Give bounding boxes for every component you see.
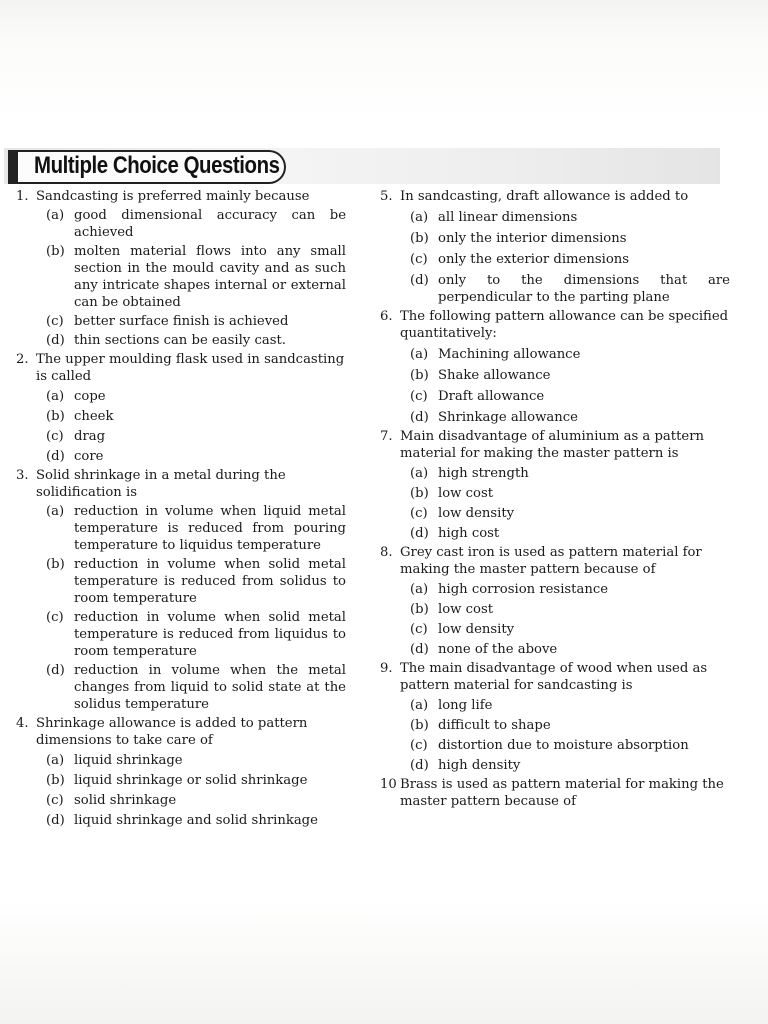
option-a — [46, 503, 346, 554]
option-key: (a) — [410, 210, 429, 225]
option-key: (a) — [46, 208, 65, 223]
question-text: The upper moulding flask used in sandcasting is called — [36, 352, 345, 384]
option-text: reduction in volume when solid metal temperature is reduced from liquidus to room temperature — [74, 610, 346, 659]
option-b — [410, 485, 730, 502]
question-number: 5. — [380, 189, 393, 204]
option-key: (c) — [410, 506, 428, 521]
option-c — [46, 428, 346, 445]
question-text: Grey cast iron is used as pattern material for making the master pattern because of — [400, 545, 702, 577]
question-stem — [380, 544, 730, 578]
option-text: high density — [438, 758, 521, 773]
option-text: better surface finish is achieved — [74, 314, 289, 329]
option-key: (a) — [410, 466, 429, 481]
option-d — [46, 448, 346, 465]
option-key: (b) — [410, 368, 429, 383]
option-key: (b) — [410, 486, 429, 501]
question-text: The following pattern allowance can be specified quantitatively: — [400, 309, 729, 341]
option-key: (b) — [46, 773, 65, 788]
option-d — [46, 812, 346, 829]
question-number: 8. — [380, 545, 393, 560]
option-text: good dimensional accuracy can be achieved — [74, 208, 346, 240]
option-text: high strength — [438, 466, 529, 481]
option-d — [410, 641, 730, 658]
option-c — [410, 621, 730, 638]
option-text: Draft allowance — [438, 389, 545, 404]
question-2 — [16, 351, 346, 465]
option-text: only the exterior dimensions — [438, 252, 630, 267]
question-number: 1. — [16, 189, 29, 204]
option-key: (c) — [46, 610, 64, 625]
option-text: difficult to shape — [438, 718, 551, 733]
option-text: reduction in volume when liquid metal temperature is reduced from pouring temperature to liquidus temperature — [74, 504, 346, 553]
option-text: solid shrinkage — [74, 793, 177, 808]
question-stem — [16, 715, 346, 749]
option-text: reduction in volume when solid metal temperature is reduced from solidus to room temperature — [74, 557, 346, 606]
option-d — [46, 662, 346, 713]
option-key: (c) — [410, 389, 428, 404]
option-a — [46, 388, 346, 405]
option-key: (d) — [46, 813, 65, 828]
option-a — [410, 465, 730, 482]
option-key: (b) — [410, 231, 429, 246]
option-b — [46, 556, 346, 607]
option-text: liquid shrinkage or solid shrinkage — [74, 773, 308, 788]
option-key: (c) — [46, 793, 64, 808]
question-text: Main disadvantage of aluminium as a pattern material for making the master pattern is — [400, 429, 704, 461]
option-d — [410, 409, 730, 426]
option-text: cope — [74, 389, 106, 404]
option-a — [46, 207, 346, 241]
question-4 — [16, 715, 346, 829]
option-d — [410, 272, 730, 306]
question-3 — [16, 467, 346, 713]
option-key: (d) — [410, 526, 429, 541]
option-text: low cost — [438, 486, 494, 501]
question-number: 2. — [16, 352, 29, 367]
option-b — [46, 408, 346, 425]
option-key: (a) — [410, 582, 429, 597]
option-key: (b) — [46, 557, 65, 572]
question-number: 10 — [380, 777, 397, 792]
option-text: long life — [438, 698, 493, 713]
option-b — [410, 601, 730, 618]
question-number: 6. — [380, 309, 393, 324]
question-text: Brass is used as pattern material for making the master pattern because of — [400, 777, 724, 809]
option-c — [410, 251, 730, 268]
option-text: low density — [438, 622, 515, 637]
right-column — [380, 188, 730, 810]
option-text: high corrosion resistance — [438, 582, 609, 597]
option-key: (a) — [46, 389, 65, 404]
option-b — [410, 367, 730, 384]
question-1 — [16, 188, 346, 349]
option-b — [410, 717, 730, 734]
option-text: all linear dimensions — [438, 210, 578, 225]
option-key: (d) — [410, 273, 429, 288]
option-key: (a) — [410, 698, 429, 713]
option-key: (c) — [46, 429, 64, 444]
option-a — [46, 752, 346, 769]
option-key: (d) — [46, 449, 65, 464]
option-text: thin sections can be easily cast. — [74, 333, 286, 348]
option-key: (d) — [46, 333, 65, 348]
question-7 — [380, 428, 730, 542]
option-text: only the interior dimensions — [438, 231, 627, 246]
option-key: (c) — [410, 622, 428, 637]
option-text: low density — [438, 506, 515, 521]
question-8 — [380, 544, 730, 658]
option-text: molten material flows into any small section in the mould cavity and as such any intricate shapes internal or external can be obtained — [74, 244, 346, 310]
question-number: 7. — [380, 429, 393, 444]
option-c — [410, 505, 730, 522]
option-key: (a) — [46, 504, 65, 519]
option-text: low cost — [438, 602, 494, 617]
option-key: (c) — [410, 252, 428, 267]
option-text: liquid shrinkage — [74, 753, 183, 768]
section-title: Multiple Choice Questions — [34, 152, 280, 179]
option-c — [410, 388, 730, 405]
question-text: The main disadvantage of wood when used as pattern material for sandcasting is — [400, 661, 708, 693]
option-key: (d) — [410, 758, 429, 773]
option-c — [410, 737, 730, 754]
option-key: (c) — [410, 738, 428, 753]
question-stem — [380, 660, 730, 694]
option-c — [46, 609, 346, 660]
option-text: core — [74, 449, 104, 464]
option-text: cheek — [74, 409, 114, 424]
question-text: Solid shrinkage in a metal during the solidification is — [36, 468, 286, 500]
option-text: reduction in volume when the metal changes from liquid to solid state at the solidus temperature — [74, 663, 346, 712]
option-key: (d) — [46, 663, 65, 678]
option-key: (b) — [410, 602, 429, 617]
question-stem — [16, 188, 346, 205]
option-key: (a) — [410, 347, 429, 362]
option-key: (a) — [46, 753, 65, 768]
option-key: (b) — [46, 244, 65, 259]
option-c — [46, 313, 346, 330]
option-text: Shrinkage allowance — [438, 410, 578, 425]
option-b — [410, 230, 730, 247]
option-key: (b) — [46, 409, 65, 424]
question-stem — [380, 308, 730, 342]
option-text: Shake allowance — [438, 368, 551, 383]
option-key: (d) — [410, 642, 429, 657]
option-d — [410, 525, 730, 542]
option-key: (c) — [46, 314, 64, 329]
question-number: 9. — [380, 661, 393, 676]
option-text: high cost — [438, 526, 500, 541]
question-text: Sandcasting is preferred mainly because — [36, 189, 310, 204]
option-key: (d) — [410, 410, 429, 425]
option-key: (b) — [410, 718, 429, 733]
question-stem — [16, 467, 346, 501]
option-a — [410, 581, 730, 598]
question-text: In sandcasting, draft allowance is added to — [400, 189, 689, 204]
option-b — [46, 772, 346, 789]
option-a — [410, 697, 730, 714]
question-5 — [380, 188, 730, 306]
question-text: Shrinkage allowance is added to pattern dimensions to take care of — [36, 716, 308, 748]
question-number: 3. — [16, 468, 29, 483]
left-column — [16, 188, 346, 829]
option-c — [46, 792, 346, 809]
question-stem — [380, 428, 730, 462]
option-b — [46, 243, 346, 311]
question-10 — [380, 776, 730, 810]
option-a — [410, 209, 730, 226]
question-stem — [380, 188, 730, 205]
option-text: drag — [74, 429, 106, 444]
option-text: only to the dimensions that are perpendicular to the parting plane — [438, 273, 730, 305]
option-text: liquid shrinkage and solid shrinkage — [74, 813, 318, 828]
option-d — [46, 332, 346, 349]
option-d — [410, 757, 730, 774]
question-number: 4. — [16, 716, 29, 731]
question-stem — [380, 776, 730, 810]
question-9 — [380, 660, 730, 774]
option-a — [410, 346, 730, 363]
option-text: distortion due to moisture absorption — [438, 738, 689, 753]
option-text: Machining allowance — [438, 347, 581, 362]
option-text: none of the above — [438, 642, 558, 657]
question-stem — [16, 351, 346, 385]
question-6 — [380, 308, 730, 426]
